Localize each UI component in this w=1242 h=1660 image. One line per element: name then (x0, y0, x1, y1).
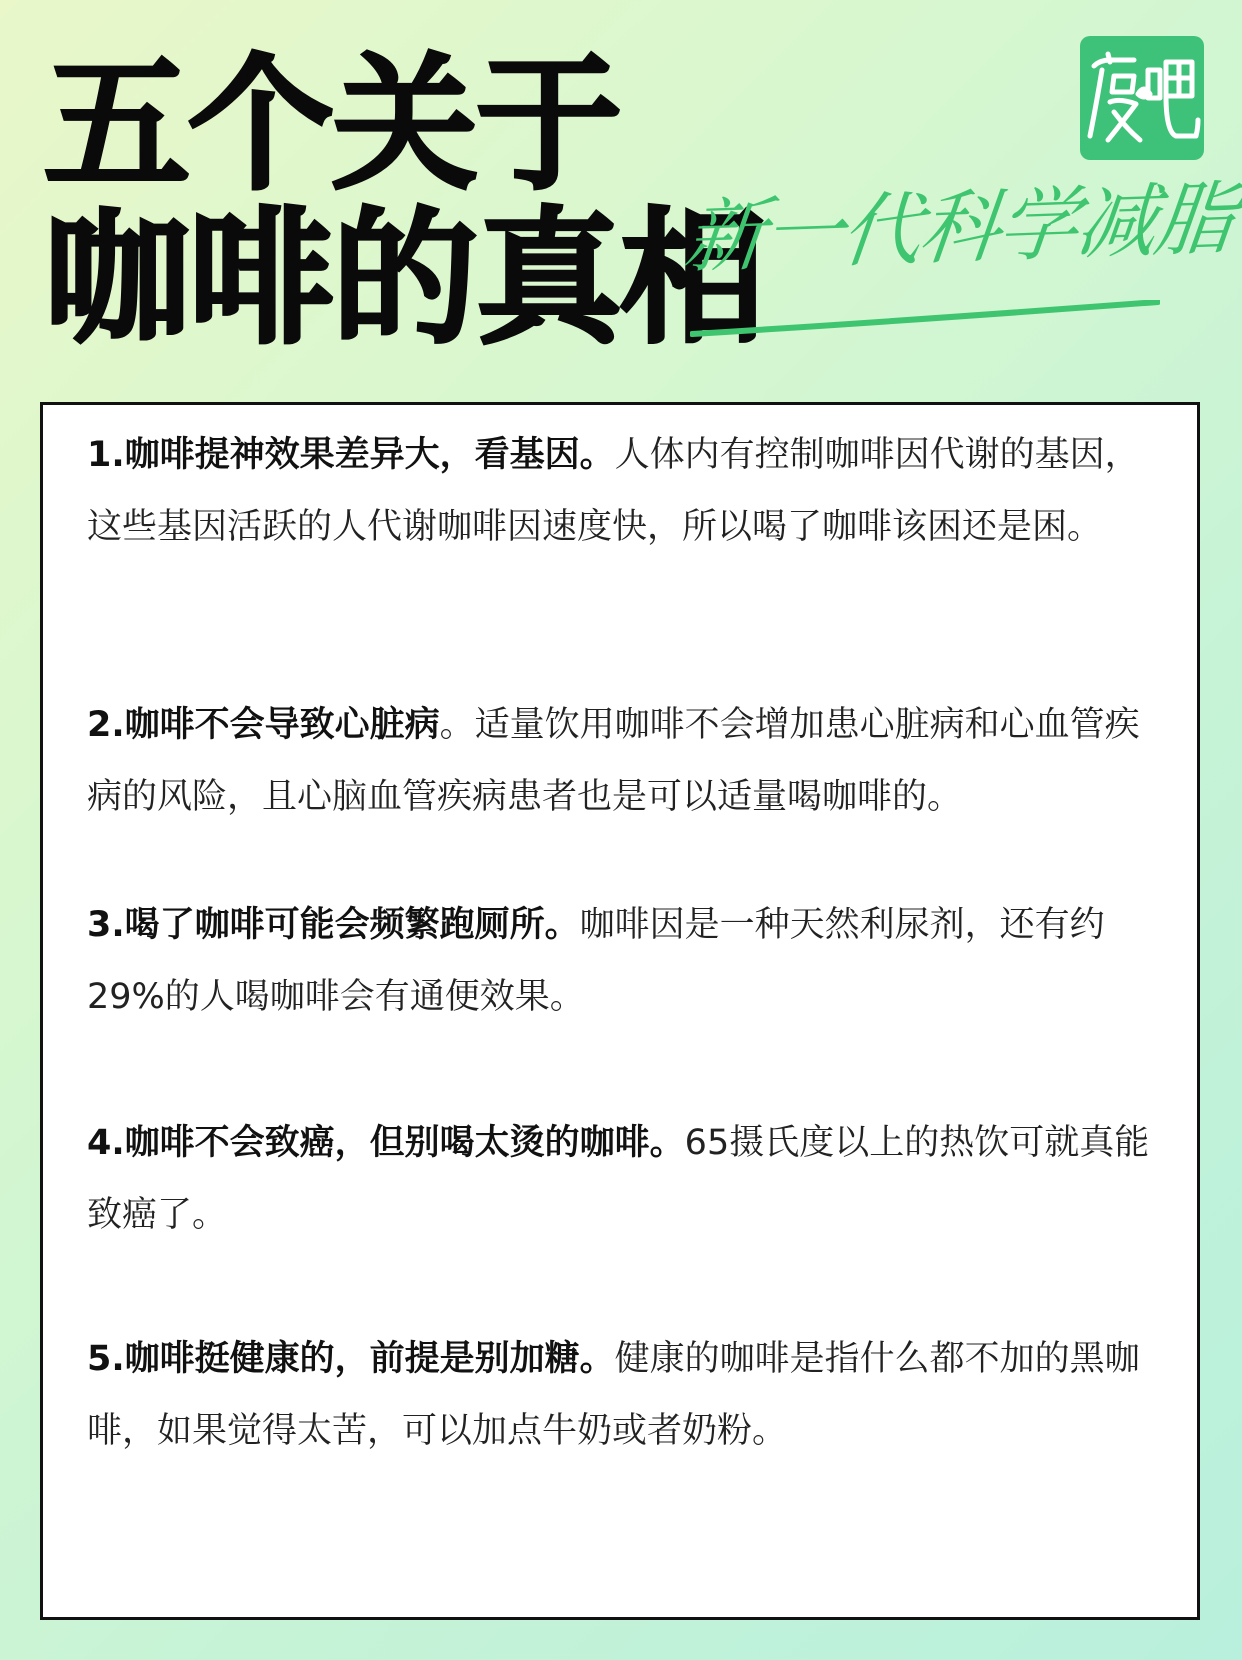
slogan-underline (690, 300, 1160, 340)
fact-item-1 (87, 419, 1155, 563)
fact-number: 2. (87, 705, 125, 745)
fact-body: 65摄氏度以上的热饮可就真能致癌了。 (87, 1123, 1150, 1235)
brand-logo-icon (1080, 36, 1204, 160)
brand-logo (1080, 36, 1204, 160)
fact-number: 5. (87, 1339, 125, 1379)
slogan-text: 新一代科学减脂 (679, 171, 1239, 284)
title-line-1: 五个关于 (44, 40, 620, 210)
fact-number: 4. (87, 1123, 125, 1163)
fact-heading: 咖啡挺健康的，前提是别加糖。 (124, 1339, 615, 1379)
fact-item-4 (87, 1107, 1155, 1251)
title-line-2: 咖啡的真相 (44, 194, 764, 364)
fact-number: 1. (87, 435, 125, 475)
fact-body: 。适量饮用咖啡不会增加患心脏病和心血管疾病的风险，且心脑血管疾病患者也是可以适量喝咖啡的。 (87, 705, 1140, 817)
fact-heading: 咖啡不会致癌，但别喝太烫的咖啡。 (124, 1123, 685, 1163)
fact-item-5 (87, 1323, 1155, 1467)
facts-card (40, 402, 1200, 1620)
fact-item-2 (87, 689, 1155, 833)
fact-number: 3. (87, 905, 125, 945)
fact-body: 人体内有控制咖啡因代谢的基因，这些基因活跃的人代谢咖啡因速度快，所以喝了咖啡该困还是困。 (87, 435, 1140, 547)
fact-body: 健康的咖啡是指什么都不加的黑咖啡，如果觉得太苦，可以加点牛奶或者奶粉。 (87, 1339, 1140, 1451)
fact-body: 咖啡因是一种天然利尿剂，还有约29%的人喝咖啡会有通便效果。 (87, 905, 1105, 1017)
fact-item-3 (87, 889, 1155, 1033)
fact-heading: 咖啡提神效果差异大，看基因。 (124, 435, 615, 475)
page-title (44, 40, 764, 364)
fact-heading: 咖啡不会导致心脏病 (124, 705, 440, 745)
fact-heading: 喝了咖啡可能会频繁跑厕所。 (124, 905, 580, 945)
